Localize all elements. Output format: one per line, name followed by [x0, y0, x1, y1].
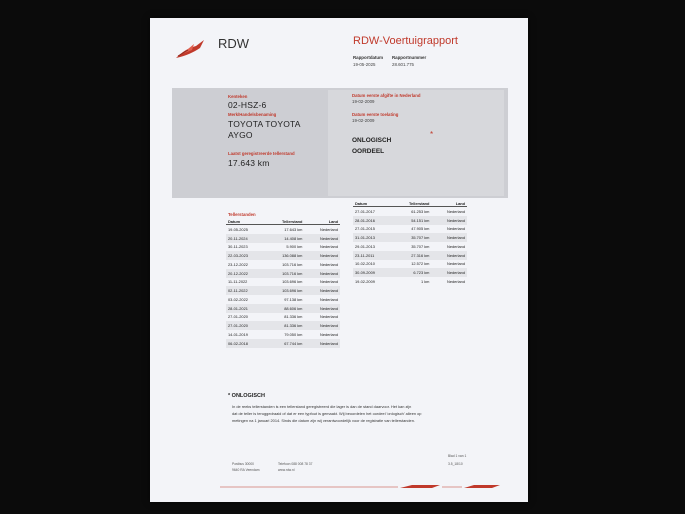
table-row	[226, 286, 340, 295]
cell-datum: 23-11-2011	[353, 251, 392, 260]
cell-land: Nederland	[320, 226, 338, 232]
footer-decoration	[150, 484, 528, 490]
cell-land: Nederland	[431, 216, 467, 225]
cell-tellerstand: 97.138 km	[284, 296, 303, 302]
cell-land: Nederland	[447, 261, 465, 267]
cell-datum: 31-01-2013	[353, 233, 392, 242]
cell-land: Nederland	[304, 234, 340, 243]
footer-code: 3.5_18/10	[448, 462, 463, 466]
column-header-land: Land	[304, 218, 340, 225]
cell-land: Nederland	[304, 321, 340, 330]
footer-telefoon: Telefoon 088 008 78 37	[278, 462, 313, 466]
table-row	[226, 269, 340, 278]
toelating-value: 19-02-2009	[352, 118, 375, 123]
cell-datum: 10-02-2010	[355, 261, 375, 267]
cell-tellerstand: 61.253 km	[411, 208, 430, 214]
column-header-land: Land	[431, 200, 467, 207]
cell-land: Nederland	[320, 296, 338, 302]
cell-datum: 20-11-2024	[226, 234, 265, 243]
cell-tellerstand: 136.088 km	[265, 251, 305, 260]
table-row	[226, 330, 340, 339]
tellerstanden-title: Tellerstanden	[228, 212, 256, 217]
note-line-1: In de reeks tellerstanden is een tellerstand geregistreerd die lager is dan de stand daarvoor. Het kan zijn	[232, 404, 412, 409]
report-page	[150, 18, 528, 502]
model-value: AYGO	[228, 130, 253, 140]
rapportdatum-value: 19-05-2025	[353, 62, 376, 67]
footer-city: 9640 RA Veendam	[232, 468, 260, 472]
cell-land: Nederland	[320, 244, 338, 250]
cell-datum: 27-01-2020	[226, 321, 265, 330]
cell-datum: 20-12-2022	[226, 269, 265, 278]
cell-datum: 28-01-2021	[226, 304, 265, 313]
cell-tellerstand: 81.336 km	[284, 314, 303, 320]
note-line-3: metingen na 1 januari 2014. Sinds die datum zijn wij verantwoordelijk voor de registratie van tellerstanden.	[232, 418, 415, 423]
footer-postbus: Postbus 30000	[232, 462, 254, 466]
cell-datum: 30-09-2009	[353, 268, 392, 277]
cell-land: Nederland	[447, 226, 465, 232]
cell-tellerstand: 27.316 km	[392, 251, 432, 260]
column-header-datum: Datum	[353, 200, 392, 207]
rapportnummer-value: 28.601.775	[392, 62, 414, 67]
cell-datum: 19-02-2009	[355, 278, 375, 284]
cell-datum: 23-12-2022	[228, 261, 248, 267]
cell-land: Nederland	[304, 269, 340, 278]
cell-land: Nederland	[447, 208, 465, 214]
cell-tellerstand: 88.606 km	[265, 304, 305, 313]
cell-tellerstand: 47.905 km	[411, 226, 430, 232]
cell-datum: 27-01-2020	[228, 314, 248, 320]
tellerstanden-table-right	[353, 200, 467, 286]
table-row	[226, 304, 340, 313]
tellerstanden-right-body	[353, 207, 467, 286]
cell-tellerstand: 35.707 km	[392, 233, 432, 242]
table-row	[353, 268, 467, 277]
cell-datum: 29-01-2013	[355, 243, 375, 249]
cell-land: Nederland	[304, 339, 340, 348]
table-row	[353, 251, 467, 260]
cell-datum: 06-02-2018	[226, 339, 265, 348]
afgifte-nl-value: 19-02-2009	[352, 99, 375, 104]
cell-land: Nederland	[431, 233, 467, 242]
cell-tellerstand: 14.408 km	[265, 234, 305, 243]
tellerstanden-table-left	[226, 218, 340, 348]
oordeel-line2: OORDEEL	[352, 148, 385, 155]
cell-tellerstand: 79.050 km	[284, 331, 303, 337]
merk-value: TOYOTA TOYOTA	[228, 119, 301, 129]
cell-land: Nederland	[431, 251, 467, 260]
cell-land: Nederland	[304, 286, 340, 295]
table-row	[226, 321, 340, 330]
footer-page: Blad 1 van 1	[448, 454, 467, 458]
cell-land: Nederland	[304, 251, 340, 260]
tellerstand-label: Laatst geregistreerde tellerstand	[228, 151, 295, 156]
column-header-tellerstand: Tellerstand	[392, 200, 432, 207]
kenteken-value: 02-HSZ-6	[228, 100, 267, 110]
note-title: * ONLOGISCH	[228, 393, 265, 399]
cell-tellerstand: 35.707 km	[411, 243, 430, 249]
note-line-2: dat de teller is teruggedraaid of dat er een typfout is gemaakt. Wij beoordelen het oordeel 'onlogisch' alleen op	[232, 411, 422, 416]
cell-land: Nederland	[320, 279, 338, 285]
merk-label: Merk/Handelsbenaming	[228, 112, 277, 117]
cell-land: Nederland	[447, 278, 465, 284]
cell-land: Nederland	[320, 314, 338, 320]
cell-tellerstand: 54.151 km	[392, 216, 432, 225]
toelating-label: Datum eerste toelating	[352, 112, 399, 117]
cell-land: Nederland	[304, 304, 340, 313]
rapportdatum-label: Rapportdatum	[353, 55, 384, 60]
cell-tellerstand: 81.336 km	[265, 321, 305, 330]
oordeel-star: *	[430, 130, 434, 139]
cell-tellerstand: 5.900 km	[286, 244, 303, 250]
tellerstand-value: 17.643 km	[228, 158, 270, 168]
cell-datum: 27-01-2017	[355, 208, 375, 214]
cell-tellerstand: 103.716 km	[282, 261, 303, 267]
cell-land: Nederland	[320, 331, 338, 337]
cell-tellerstand: 103.716 km	[265, 269, 305, 278]
cell-datum: 19-05-2025	[228, 226, 248, 232]
table-row	[353, 233, 467, 242]
cell-land: Nederland	[447, 243, 465, 249]
table-row	[226, 313, 340, 322]
table-row	[353, 207, 467, 216]
table-row	[226, 234, 340, 243]
cell-tellerstand: 17.643 km	[284, 226, 303, 232]
table-row	[226, 225, 340, 234]
table-row	[226, 339, 340, 348]
table-row	[226, 278, 340, 287]
cell-datum: 28-01-2016	[353, 216, 392, 225]
cell-land: Nederland	[431, 268, 467, 277]
cell-tellerstand: 103.696 km	[282, 279, 303, 285]
table-row	[353, 242, 467, 251]
table-row	[226, 251, 340, 260]
kenteken-label: Kenteken	[228, 94, 248, 99]
table-row	[226, 260, 340, 269]
cell-tellerstand: 67.744 km	[265, 339, 305, 348]
column-header-datum: Datum	[226, 218, 265, 225]
cell-tellerstand: 12.572 km	[411, 261, 430, 267]
cell-datum: 27-01-2015	[355, 226, 375, 232]
table-row	[226, 243, 340, 252]
cell-tellerstand: 6.723 km	[392, 268, 432, 277]
oordeel-line1: ONLOGISCH	[352, 137, 392, 144]
table-row	[353, 277, 467, 286]
rapportnummer-label: Rapportnummer	[392, 55, 427, 60]
table-row	[226, 295, 340, 304]
cell-datum: 22-03-2023	[226, 251, 265, 260]
table-row	[353, 260, 467, 269]
footer-website: www.rdw.nl	[278, 468, 295, 472]
report-title: RDW-Voertuigrapport	[353, 35, 458, 47]
cell-datum: 03-02-2022	[228, 296, 248, 302]
tellerstanden-left-body	[226, 225, 340, 348]
cell-datum: 14-01-2019	[228, 331, 248, 337]
cell-land: Nederland	[320, 261, 338, 267]
logo-text: RDW	[218, 36, 250, 51]
cell-tellerstand: 1 km	[420, 278, 430, 284]
table-row	[353, 216, 467, 225]
cell-datum: 30-11-2023	[228, 244, 248, 250]
afgifte-nl-label: Datum eerste afgifte in Nederland	[352, 93, 421, 98]
column-header-tellerstand: Tellerstand	[265, 218, 305, 225]
table-row	[353, 225, 467, 234]
cell-datum: 11-11-2022	[228, 279, 248, 285]
cell-tellerstand: 103.696 km	[265, 286, 305, 295]
rdw-logo-icon	[174, 38, 206, 60]
cell-datum: 02-11-2022	[226, 286, 265, 295]
